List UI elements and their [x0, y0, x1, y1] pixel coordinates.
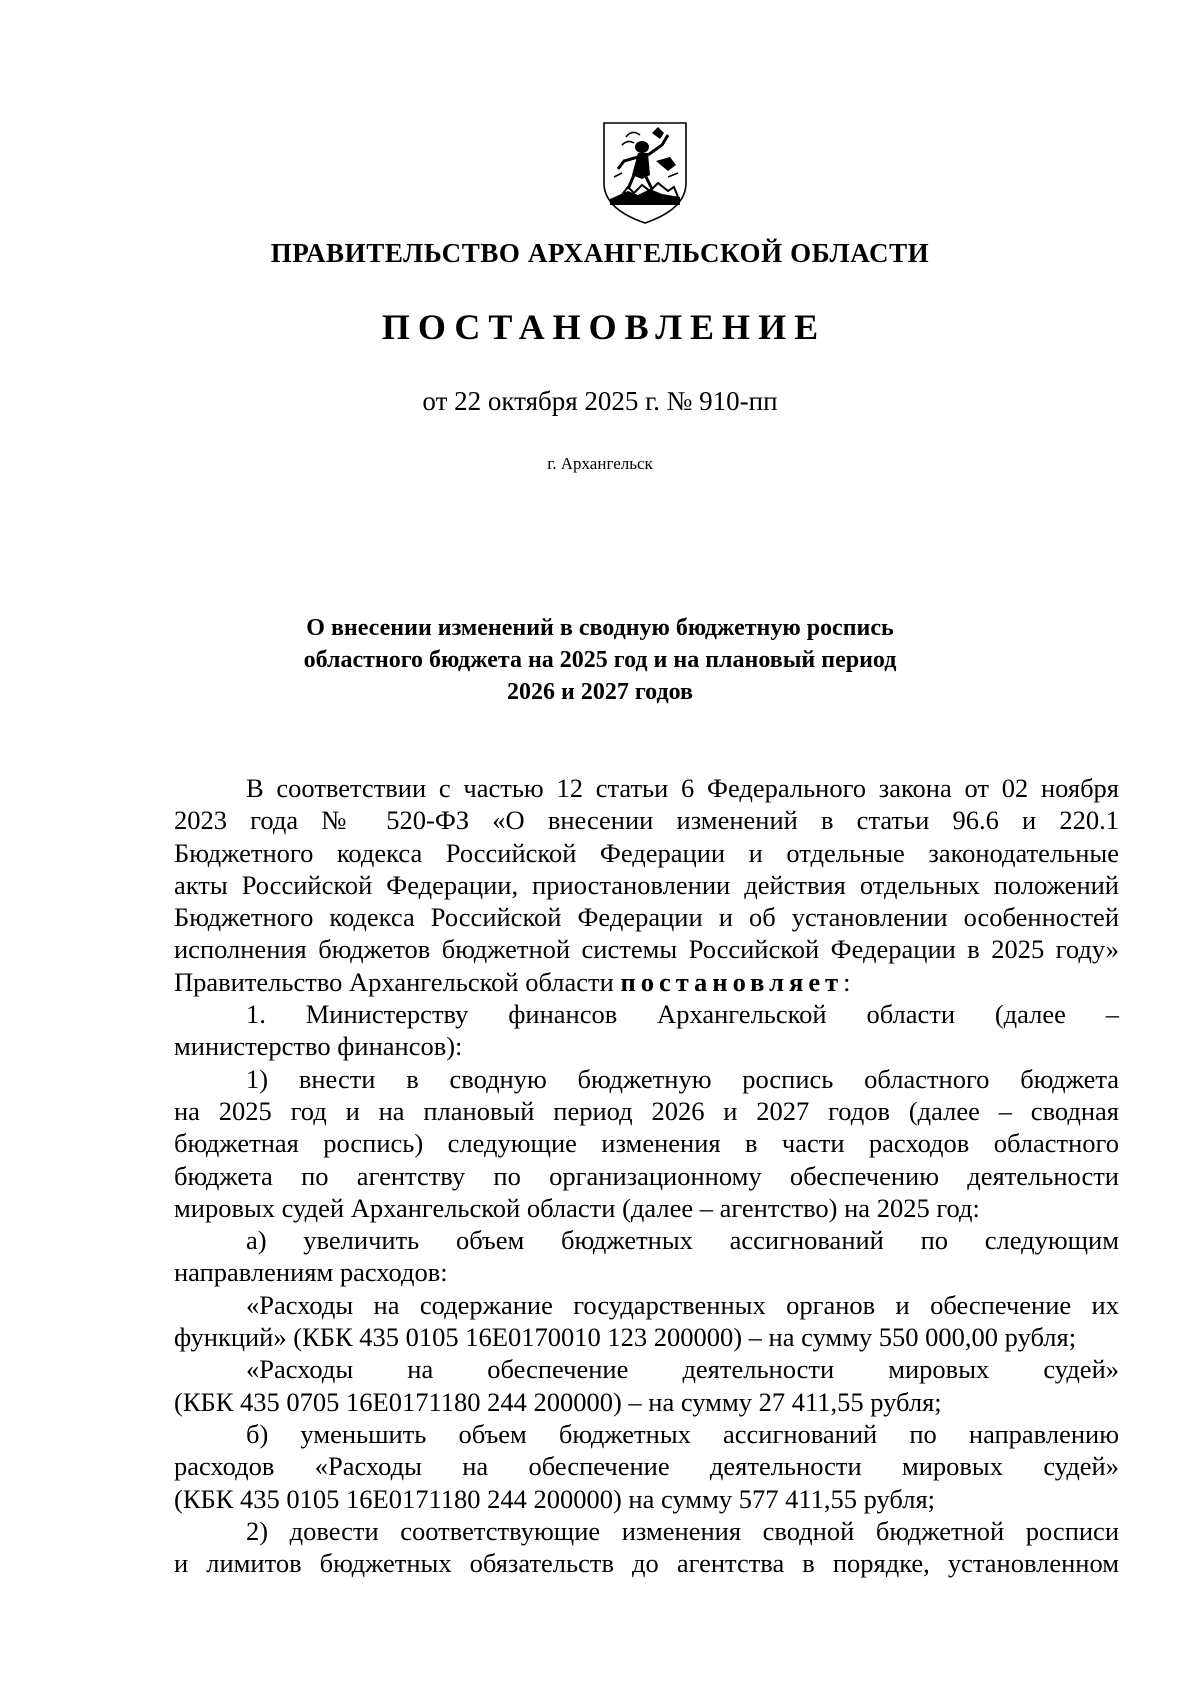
body-line: б) уменьшить объем бюджетных ассигнований по направлению — [246, 1418, 1119, 1449]
subject-line: областного бюджета на 2025 год и на плановый период — [303, 647, 897, 673]
body-line: 2) довести соответствующие изменения сводной бюджетной росписи — [246, 1515, 1119, 1546]
body-line: (КБК 435 0705 16Е0171180 244 200000) – на сумму 27 411,55 рубля; — [174, 1386, 942, 1417]
body-line: 1) внести в сводную бюджетную роспись областного бюджета — [246, 1063, 1119, 1094]
decree-subject — [0, 612, 1200, 708]
body-line: исполнения бюджетов бюджетной системы Российской Федерации в 2025 году» — [174, 934, 1119, 965]
body-line — [174, 966, 1119, 998]
body-line: Бюджетного кодекса Российской Федерации и об установлении особенностей — [174, 902, 1119, 933]
body-text-segment: Правительство Архангельской области — [174, 966, 621, 997]
body-line: 2023 года № 520-ФЗ «О внесении изменений в статьи 96.6 и 220.1 — [174, 805, 1119, 836]
decree-action-word: постановляет — [620, 966, 844, 997]
decree-body — [174, 772, 1119, 1579]
body-line: функций» (КБК 435 0105 16Е0170010 123 200000) – на сумму 550 000,00 рубля; — [174, 1322, 1077, 1353]
body-line: «Расходы на содержание государственных органов и обеспечение их — [246, 1289, 1119, 1320]
body-text-segment: : — [843, 966, 851, 997]
body-line: (КБК 435 0105 16Е0171180 244 200000) на сумму 577 411,55 рубля; — [174, 1483, 936, 1514]
body-line: «Расходы на обеспечение деятельности мировых судей» — [246, 1354, 1119, 1385]
government-name: ПРАВИТЕЛЬСТВО АРХАНГЕЛЬСКОЙ ОБЛАСТИ — [270, 238, 930, 268]
body-line: на 2025 год и на плановый период 2026 и 2027 годов (далее – сводная — [174, 1095, 1119, 1126]
document-type-title: ПОСТАНОВЛЕНИЕ — [381, 307, 827, 347]
decree-date-number: от 22 октября 2025 г. № 910-пп — [422, 386, 778, 416]
coat-of-arms-emblem — [598, 117, 692, 227]
body-line: акты Российской Федерации, приостановлении действия отдельных положений — [174, 869, 1119, 900]
subject-line: О внесении изменений в сводную бюджетную роспись — [306, 615, 894, 641]
body-line: и лимитов бюджетных обязательств до агентства в порядке, установленном — [174, 1548, 1119, 1579]
body-line: 1. Министерству финансов Архангельской области (далее – — [246, 999, 1119, 1030]
body-line: расходов «Расходы на обеспечение деятельности мировых судей» — [174, 1451, 1119, 1482]
body-line: а) увеличить объем бюджетных ассигнований по следующим — [246, 1225, 1119, 1256]
body-line: мировых судей Архангельской области (далее – агентство) на 2025 год: — [174, 1192, 980, 1223]
body-line: бюджета по агентству по организационному обеспечению деятельности — [174, 1160, 1119, 1191]
body-line: Бюджетного кодекса Российской Федерации и отдельные законодательные — [174, 837, 1119, 868]
body-line: направлениям расходов: — [174, 1257, 448, 1288]
decree-city: г. Архангельск — [547, 454, 653, 473]
body-line: бюджетная роспись) следующие изменения в части расходов областного — [174, 1128, 1119, 1159]
body-line: министерство финансов): — [174, 1031, 463, 1062]
body-line: В соответствии с частью 12 статьи 6 Федерального закона от 02 ноября — [246, 773, 1119, 803]
subject-line: 2026 и 2027 годов — [507, 679, 693, 705]
